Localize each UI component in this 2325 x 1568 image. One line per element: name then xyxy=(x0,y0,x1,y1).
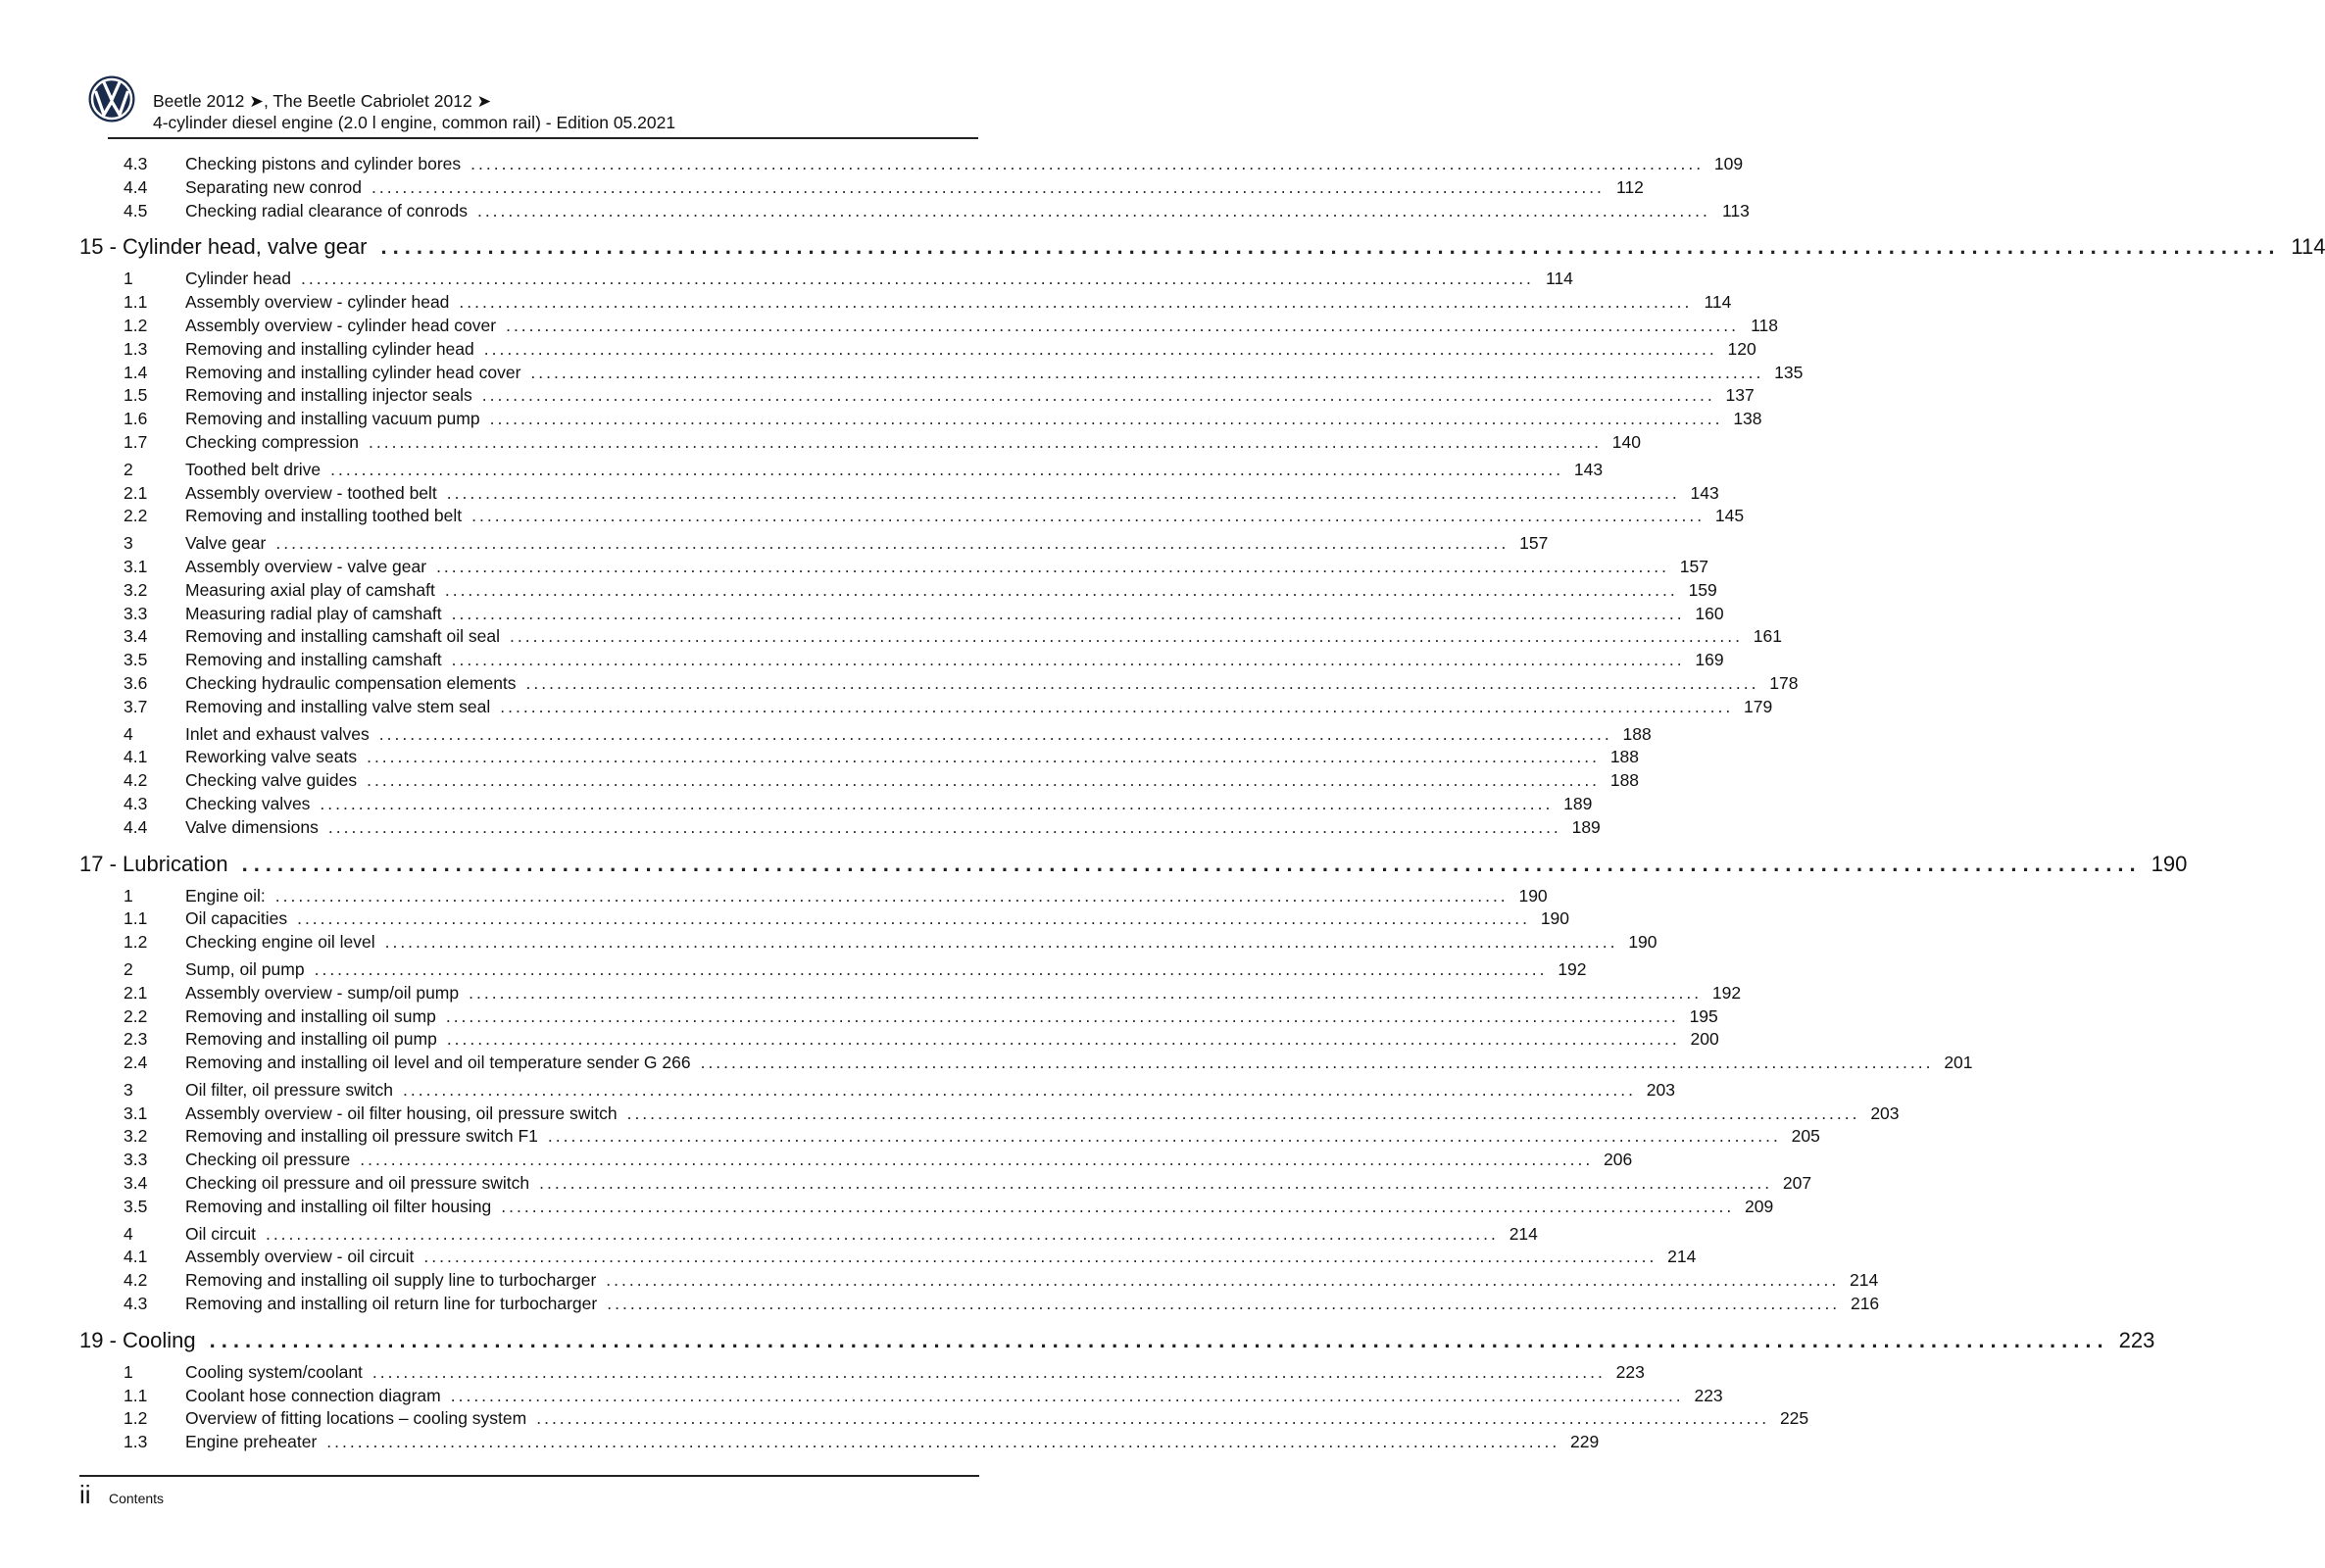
dot-leader: ................................................................................................................................................................ xyxy=(451,603,1685,623)
toc-entry-number: 1.2 xyxy=(124,1408,148,1429)
dot-leader: ................................................................................................................................................................ xyxy=(209,1327,2109,1352)
dot-leader: ................................................................................................................................................................ xyxy=(326,1432,1560,1452)
toc-entry-title: Checking oil pressure xyxy=(185,1150,351,1170)
toc-section-title: 19 - Cooling xyxy=(79,1327,196,1352)
toc-entry-page: 188 xyxy=(1609,747,1640,767)
toc-entry-number: 4.4 xyxy=(124,816,148,837)
toc-entry-title: Reworking valve seats xyxy=(185,747,358,767)
toc-entry-number: 1 xyxy=(124,885,133,906)
dot-leader: ................................................................................................................................................................ xyxy=(476,200,1710,220)
toc-entry-row[interactable] xyxy=(124,1407,1809,1431)
toc-entry-title: Measuring radial play of camshaft xyxy=(185,603,442,623)
toc-entry-page: 143 xyxy=(1690,482,1719,503)
toc-entry-number: 1 xyxy=(124,1361,133,1382)
toc-entry-title: Assembly overview - toothed belt xyxy=(185,482,437,503)
toc-entry-page: 140 xyxy=(1611,431,1641,452)
toc-entry-number: 3.1 xyxy=(124,556,148,576)
toc-entry-page: 229 xyxy=(1570,1432,1600,1452)
dot-leader: ................................................................................................................................................................ xyxy=(275,533,1509,554)
toc-entry-page: 223 xyxy=(1694,1385,1723,1405)
toc-entry-title: Removing and installing oil pressure switch F1 xyxy=(185,1126,538,1147)
dot-leader: ................................................................................................................................................................ xyxy=(367,770,1601,791)
toc-entry-title: Oil filter, oil pressure switch xyxy=(185,1079,394,1100)
toc-entry-number: 3.5 xyxy=(124,1196,148,1216)
toc-section-page: 114 xyxy=(2291,234,2325,260)
toc-entry-row[interactable] xyxy=(124,315,1779,338)
toc-entry-page: 160 xyxy=(1695,603,1724,623)
toc-entry-page: 192 xyxy=(1558,958,1587,979)
toc-entry-row[interactable] xyxy=(124,769,1640,793)
dot-leader: ................................................................................................................................................................ xyxy=(444,579,1678,600)
dot-leader: ................................................................................................................................................................ xyxy=(459,292,1693,313)
toc-entry-title: Coolant hose connection diagram xyxy=(185,1385,441,1405)
footer-page-number: ii xyxy=(79,1480,91,1509)
dot-leader: ................................................................................................................................................................ xyxy=(378,723,1612,744)
dot-leader: ................................................................................................................................................................ xyxy=(436,556,1669,576)
toc-entry-row[interactable] xyxy=(124,268,1573,291)
toc-entry-page: 109 xyxy=(1713,154,1744,173)
toc-entry-number: 1.1 xyxy=(124,292,148,313)
toc-entry-title: Removing and installing oil pump xyxy=(185,1029,437,1050)
toc-entry-row[interactable] xyxy=(124,579,1717,603)
toc-entry-row[interactable] xyxy=(124,176,1644,200)
toc-entry-number: 1.3 xyxy=(124,338,148,359)
toc-entry-number: 3.7 xyxy=(124,696,148,716)
toc-entry-number: 4 xyxy=(124,1223,133,1244)
toc-entry-number: 2.1 xyxy=(124,982,148,1003)
toc-entry-title: Removing and installing oil level and oil temperature sender G 266 xyxy=(185,1053,691,1073)
toc-entry-page: 159 xyxy=(1688,579,1717,600)
toc-entry-title: Removing and installing valve stem seal xyxy=(185,696,491,716)
toc-entry-row[interactable] xyxy=(124,384,1755,408)
toc-entry-title: Assembly overview - cylinder head cover xyxy=(185,315,497,335)
toc-entry-title: Checking valve guides xyxy=(185,770,358,791)
dot-leader: ................................................................................................................................................................ xyxy=(536,1408,1770,1429)
header-divider xyxy=(108,137,978,139)
dot-leader: ................................................................................................................................................................ xyxy=(470,154,1705,173)
toc-section-title: 17 - Lubrication xyxy=(79,851,228,876)
toc-entry-title: Cylinder head xyxy=(185,269,291,289)
dot-leader: ................................................................................................................................................................ xyxy=(530,362,1764,382)
toc-entry-title: Checking hydraulic compensation elements xyxy=(185,672,517,693)
toc-entry-number: 3.3 xyxy=(124,603,148,623)
toc-entry-page: 120 xyxy=(1727,338,1756,359)
dot-leader: ................................................................................................................................................................ xyxy=(265,1223,1499,1244)
toc-entry-number: 3 xyxy=(124,533,133,554)
dot-leader: ................................................................................................................................................................ xyxy=(483,338,1717,359)
toc-entry-page: 214 xyxy=(1850,1270,1879,1291)
toc-entry-page: 143 xyxy=(1573,459,1604,479)
toc-entry-row[interactable] xyxy=(124,1125,1820,1149)
dot-leader: ................................................................................................................................................................ xyxy=(384,932,1618,953)
toc-entry-title: Toothed belt drive xyxy=(185,459,322,479)
toc-entry-row[interactable] xyxy=(124,746,1640,769)
toc-entry-row[interactable] xyxy=(124,338,1756,362)
toc-entry-row[interactable] xyxy=(124,153,1744,176)
toc-entry-page: 225 xyxy=(1779,1408,1809,1429)
toc-entry-title: Measuring axial play of camshaft xyxy=(185,579,435,600)
toc-entry-page: 189 xyxy=(1563,793,1593,813)
toc-entry-number: 2.4 xyxy=(124,1053,148,1073)
toc-entry-page: 114 xyxy=(1704,292,1732,313)
dot-leader: ................................................................................................................................................................ xyxy=(380,234,2281,260)
toc-entry-row[interactable] xyxy=(124,532,1549,556)
toc-entry-number: 3.4 xyxy=(124,626,148,647)
toc-entry-number: 4.2 xyxy=(124,1270,148,1291)
toc-entry-row[interactable] xyxy=(124,649,1724,672)
toc-entry-row[interactable] xyxy=(124,931,1657,955)
toc-entry-title: Sump, oil pump xyxy=(185,958,305,979)
toc-entry-title: Separating new conrod xyxy=(185,176,362,197)
toc-entry-row[interactable] xyxy=(124,816,1601,840)
toc-entry-page: 201 xyxy=(1944,1053,1973,1073)
dot-leader: ................................................................................................................................................................ xyxy=(626,1102,1860,1123)
dot-leader: ................................................................................................................................................................ xyxy=(274,885,1509,906)
toc-entry-number: 2.2 xyxy=(124,1005,148,1026)
toc-entry-number: 3.2 xyxy=(124,579,148,600)
dot-leader: ................................................................................................................................................................ xyxy=(451,650,1685,670)
toc-entry-number: 1.2 xyxy=(124,932,148,953)
toc-entry-page: 157 xyxy=(1519,533,1549,554)
dot-leader: ................................................................................................................................................................ xyxy=(471,506,1706,526)
toc-entry-page: 216 xyxy=(1850,1294,1880,1314)
footer-section-label: Contents xyxy=(109,1491,165,1506)
dot-leader: ................................................................................................................................................................ xyxy=(500,696,1734,716)
toc-entry-number: 3 xyxy=(124,1079,133,1100)
toc-entry-page: 118 xyxy=(1751,315,1779,335)
toc-entry-number: 4.5 xyxy=(124,200,148,220)
toc-section-title: 15 - Cylinder head, valve gear xyxy=(79,234,368,260)
toc-entry-row[interactable] xyxy=(124,907,1570,931)
toc-entry-number: 4.4 xyxy=(124,176,148,197)
dot-leader: ................................................................................................................................................................ xyxy=(539,1173,1773,1194)
dot-leader: ................................................................................................................................................................ xyxy=(360,1150,1594,1170)
toc-entry-page: 214 xyxy=(1509,1223,1538,1244)
toc-entry-page: 190 xyxy=(1540,908,1570,929)
toc-entry-number: 3.6 xyxy=(124,672,148,693)
dot-leader: ................................................................................................................................................................ xyxy=(606,1270,1840,1291)
toc-entry-row[interactable] xyxy=(124,885,1548,908)
dot-leader: ................................................................................................................................................................ xyxy=(489,409,1723,429)
toc-entry-title: Checking valves xyxy=(185,793,311,813)
toc-entry-number: 2.1 xyxy=(124,482,148,503)
toc-entry-row[interactable] xyxy=(124,431,1641,455)
document-header xyxy=(153,90,675,133)
toc-entry-row[interactable] xyxy=(124,408,1762,431)
toc-entry-title: Checking radial clearance of conrods xyxy=(185,200,468,220)
toc-entry-page: 188 xyxy=(1609,770,1640,791)
toc-entry-number: 1.7 xyxy=(124,431,148,452)
toc-entry-page: 214 xyxy=(1667,1247,1697,1267)
dot-leader: ................................................................................................................................................................ xyxy=(330,459,1564,479)
dot-leader: ................................................................................................................................................................ xyxy=(501,1196,1735,1216)
dot-leader: ................................................................................................................................................................ xyxy=(320,793,1554,813)
toc-entry-title: Removing and installing vacuum pump xyxy=(185,409,480,429)
toc-entry-page: 114 xyxy=(1546,269,1573,289)
dot-leader: ................................................................................................................................................................ xyxy=(446,482,1680,503)
toc-entry-row[interactable] xyxy=(124,603,1724,626)
toc-entry-page: 179 xyxy=(1744,696,1773,716)
toc-entry-row[interactable] xyxy=(124,291,1732,315)
toc-entry-number: 4.2 xyxy=(124,770,148,791)
dot-leader: ................................................................................................................................................................ xyxy=(607,1294,1841,1314)
toc-entry-row[interactable] xyxy=(124,982,1742,1005)
toc-entry-row[interactable] xyxy=(124,793,1593,816)
toc-entry-page: 190 xyxy=(1628,932,1657,953)
toc-entry-title: Oil circuit xyxy=(185,1223,256,1244)
toc-section-row[interactable] xyxy=(79,848,2188,881)
toc-entry-number: 3.1 xyxy=(124,1102,148,1123)
toc-entry-number: 1.1 xyxy=(124,908,148,929)
table-of-contents xyxy=(79,153,2325,1454)
toc-entry-row[interactable] xyxy=(124,625,1782,649)
toc-entry-page: 161 xyxy=(1753,626,1782,647)
toc-entry-row[interactable] xyxy=(124,1385,1723,1408)
toc-entry-page: 157 xyxy=(1679,556,1708,576)
toc-entry-row[interactable] xyxy=(124,1431,1600,1454)
toc-entry-row[interactable] xyxy=(124,1149,1633,1172)
dot-leader: ................................................................................................................................................................ xyxy=(297,908,1531,929)
toc-entry-row[interactable] xyxy=(124,723,1652,747)
toc-entry-title: Removing and installing camshaft oil seal xyxy=(185,626,500,647)
toc-entry-page: 135 xyxy=(1774,362,1804,382)
toc-section-page: 223 xyxy=(2118,1327,2155,1352)
toc-entry-page: 190 xyxy=(1518,885,1548,906)
footer-divider xyxy=(79,1475,979,1477)
toc-entry-row[interactable] xyxy=(124,696,1773,719)
toc-entry-title: Checking engine oil level xyxy=(185,932,375,953)
toc-entry-number: 2.2 xyxy=(124,506,148,526)
toc-entry-row[interactable] xyxy=(124,1223,1538,1247)
toc-entry-number: 4 xyxy=(124,723,133,744)
dot-leader: ................................................................................................................................................................ xyxy=(371,176,1605,197)
dot-leader: ................................................................................................................................................................ xyxy=(510,626,1743,647)
toc-section-row[interactable] xyxy=(79,1324,2155,1357)
toc-entry-title: Assembly overview - valve gear xyxy=(185,556,427,576)
toc-entry-number: 4.3 xyxy=(124,154,148,173)
toc-entry-row[interactable] xyxy=(124,1196,1774,1219)
toc-entry-row[interactable] xyxy=(124,1005,1718,1029)
toc-entry-row[interactable] xyxy=(124,1102,1900,1126)
toc-section-row[interactable] xyxy=(79,230,2325,264)
toc-entry-number: 3.4 xyxy=(124,1173,148,1194)
toc-entry-number: 3.5 xyxy=(124,650,148,670)
toc-entry-page: 200 xyxy=(1690,1029,1719,1050)
header-vehicle-line: Beetle 2012 ➤, The Beetle Cabriolet 2012 ➤ xyxy=(153,91,492,111)
dot-leader: ................................................................................................................................................................ xyxy=(450,1385,1684,1405)
dot-leader: ................................................................................................................................................................ xyxy=(371,1361,1606,1382)
toc-entry-number: 4.3 xyxy=(124,793,148,813)
dot-leader: ................................................................................................................................................................ xyxy=(327,816,1561,837)
dot-leader: ................................................................................................................................................................ xyxy=(300,269,1534,289)
toc-entry-title: Removing and installing oil return line for turbocharger xyxy=(185,1294,598,1314)
toc-entry-title: Assembly overview - cylinder head xyxy=(185,292,450,313)
toc-entry-row[interactable] xyxy=(124,1246,1697,1269)
toc-entry-row[interactable] xyxy=(124,1079,1675,1102)
vw-logo-icon xyxy=(87,74,136,123)
dot-leader: ................................................................................................................................................................ xyxy=(403,1079,1636,1100)
dot-leader: ................................................................................................................................................................ xyxy=(423,1247,1657,1267)
toc-entry-page: 137 xyxy=(1725,385,1755,406)
toc-entry-title: Removing and installing oil sump xyxy=(185,1005,436,1026)
toc-entry-title: Removing and installing cylinder head xyxy=(185,338,474,359)
toc-entry-title: Overview of fitting locations – cooling system xyxy=(185,1408,527,1429)
toc-entry-row[interactable] xyxy=(124,1052,1973,1075)
toc-entry-page: 169 xyxy=(1695,650,1724,670)
toc-entry-title: Removing and installing cylinder head cover xyxy=(185,362,521,382)
dot-leader: ................................................................................................................................................................ xyxy=(700,1053,1934,1073)
toc-entry-row[interactable] xyxy=(124,200,1750,223)
toc-entry-row[interactable] xyxy=(124,482,1719,506)
toc-entry-row[interactable] xyxy=(124,1269,1879,1293)
toc-section-page: 190 xyxy=(2151,851,2188,876)
dot-leader: ................................................................................................................................................................ xyxy=(241,851,2142,876)
toc-entry-number: 4.1 xyxy=(124,747,148,767)
dot-leader: ................................................................................................................................................................ xyxy=(367,747,1601,767)
toc-entry-page: 203 xyxy=(1870,1102,1900,1123)
toc-entry-row[interactable] xyxy=(124,459,1604,482)
dot-leader: ................................................................................................................................................................ xyxy=(369,431,1602,452)
toc-entry-title: Valve dimensions xyxy=(185,816,319,837)
toc-entry-page: 203 xyxy=(1646,1079,1675,1100)
toc-entry-number: 1.2 xyxy=(124,315,148,335)
toc-entry-number: 1.1 xyxy=(124,1385,148,1405)
toc-entry-page: 112 xyxy=(1616,176,1644,197)
toc-entry-title: Valve gear xyxy=(185,533,267,554)
toc-entry-page: 138 xyxy=(1733,409,1762,429)
toc-entry-title: Oil capacities xyxy=(185,908,288,929)
toc-entry-title: Removing and installing oil filter housing xyxy=(185,1196,492,1216)
toc-entry-page: 223 xyxy=(1615,1361,1645,1382)
toc-entry-title: Assembly overview - sump/oil pump xyxy=(185,982,460,1003)
toc-entry-row[interactable] xyxy=(124,1028,1719,1052)
dot-leader: ................................................................................................................................................................ xyxy=(506,315,1740,335)
toc-entry-number: 1 xyxy=(124,269,133,289)
toc-entry-row[interactable] xyxy=(124,556,1708,579)
toc-entry-title: Checking compression xyxy=(185,431,360,452)
toc-entry-title: Inlet and exhaust valves xyxy=(185,723,370,744)
toc-entry-page: 113 xyxy=(1721,200,1750,220)
toc-entry-title: Assembly overview - oil circuit xyxy=(185,1247,415,1267)
dot-leader: ................................................................................................................................................................ xyxy=(469,982,1703,1003)
dot-leader: ................................................................................................................................................................ xyxy=(314,958,1548,979)
toc-entry-page: 188 xyxy=(1622,723,1652,744)
toc-entry-row[interactable] xyxy=(124,1361,1645,1385)
dot-leader: ................................................................................................................................................................ xyxy=(481,385,1715,406)
toc-entry-title: Removing and installing toothed belt xyxy=(185,506,463,526)
toc-entry-title: Cooling system/coolant xyxy=(185,1361,363,1382)
toc-entry-title: Removing and installing camshaft xyxy=(185,650,442,670)
dot-leader: ................................................................................................................................................................ xyxy=(547,1126,1781,1147)
toc-entry-title: Engine preheater xyxy=(185,1432,318,1452)
toc-entry-number: 3.3 xyxy=(124,1150,148,1170)
toc-entry-page: 145 xyxy=(1714,506,1745,526)
toc-entry-number: 1.4 xyxy=(124,362,148,382)
toc-entry-row[interactable] xyxy=(124,958,1587,982)
toc-entry-title: Assembly overview - oil filter housing, oil pressure switch xyxy=(185,1102,618,1123)
toc-entry-number: 4.3 xyxy=(124,1294,148,1314)
toc-entry-title: Checking pistons and cylinder bores xyxy=(185,154,462,173)
toc-entry-page: 207 xyxy=(1782,1173,1812,1194)
toc-entry-number: 1.5 xyxy=(124,385,148,406)
toc-entry-page: 209 xyxy=(1745,1196,1774,1216)
dot-leader: ................................................................................................................................................................ xyxy=(446,1029,1680,1050)
toc-entry-number: 3.2 xyxy=(124,1126,148,1147)
toc-entry-page: 205 xyxy=(1791,1126,1820,1147)
toc-entry-row[interactable] xyxy=(124,1293,1880,1316)
toc-entry-page: 192 xyxy=(1711,982,1742,1003)
toc-entry-title: Checking oil pressure and oil pressure switch xyxy=(185,1173,530,1194)
toc-entry-row[interactable] xyxy=(124,1172,1812,1196)
toc-entry-title: Engine oil: xyxy=(185,885,266,906)
toc-entry-title: Removing and installing injector seals xyxy=(185,385,472,406)
dot-leader: ................................................................................................................................................................ xyxy=(445,1005,1679,1026)
toc-entry-number: 2 xyxy=(124,958,133,979)
toc-entry-page: 178 xyxy=(1769,672,1799,693)
toc-entry-number: 2.3 xyxy=(124,1029,148,1050)
toc-entry-number: 1.6 xyxy=(124,409,148,429)
toc-entry-page: 189 xyxy=(1571,816,1601,837)
toc-entry-page: 206 xyxy=(1604,1150,1633,1170)
toc-entry-number: 1.3 xyxy=(124,1432,148,1452)
header-engine-line: 4-cylinder diesel engine (2.0 l engine, common rail) - Edition 05.2021 xyxy=(153,113,676,132)
toc-entry-page: 195 xyxy=(1689,1005,1718,1026)
toc-entry-row[interactable] xyxy=(124,505,1745,528)
toc-entry-row[interactable] xyxy=(124,672,1799,696)
toc-entry-number: 2 xyxy=(124,459,133,479)
toc-entry-title: Removing and installing oil supply line to turbocharger xyxy=(185,1270,597,1291)
toc-entry-row[interactable] xyxy=(124,362,1804,385)
dot-leader: ................................................................................................................................................................ xyxy=(525,672,1759,693)
toc-entry-number: 4.1 xyxy=(124,1247,148,1267)
